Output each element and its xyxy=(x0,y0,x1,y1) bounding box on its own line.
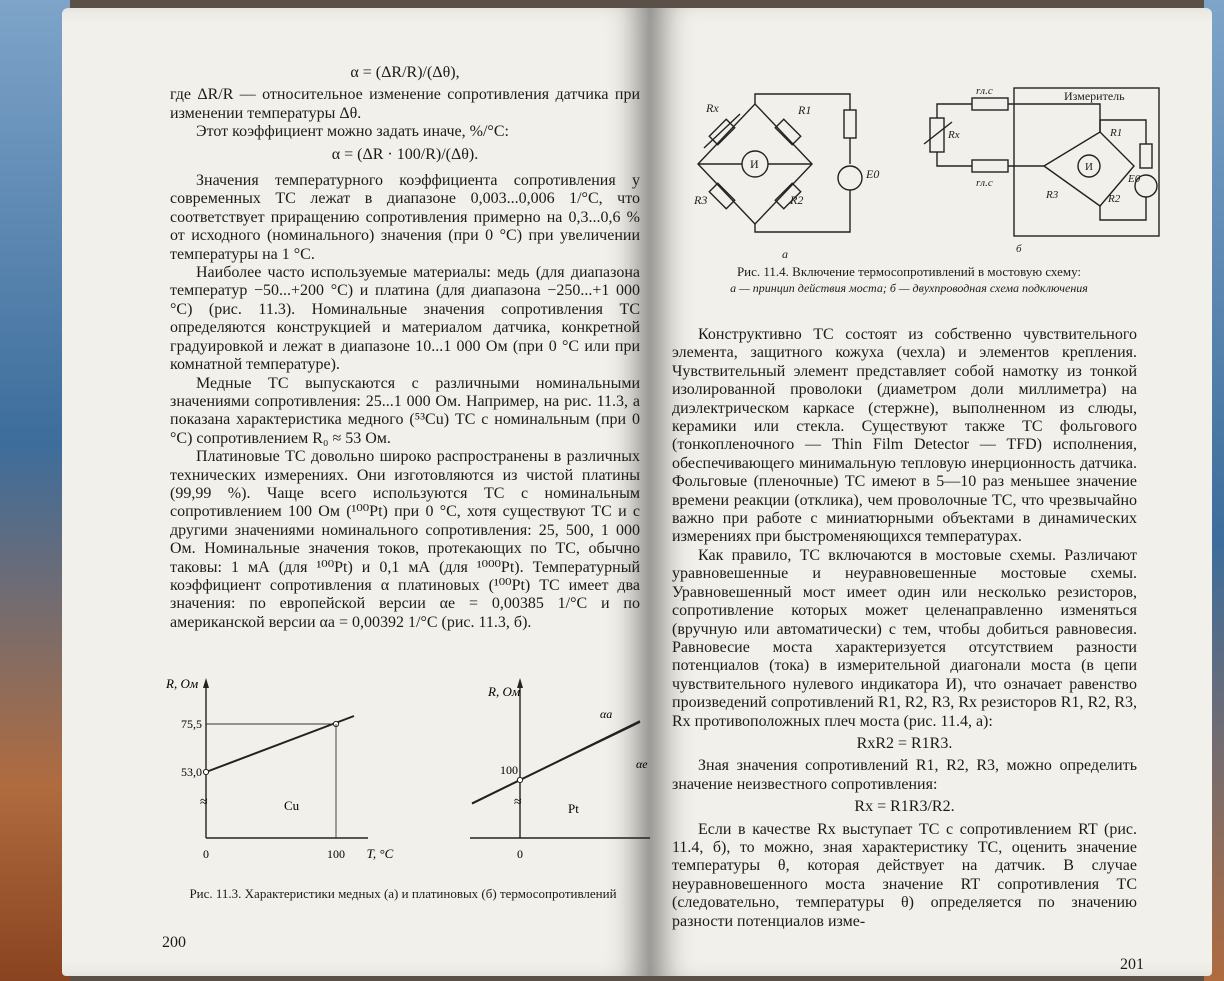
chart-a-y-arrow xyxy=(203,678,209,688)
paragraph: Конструктивно ТС состоят из собственно чувствительного элемента, защитного кожуха (чехла) и элементов крепления. Чувствительный элемент представляет собой намотку из тонкой изолированной проволоки (диаметром доли миллиметра) на диэлектрическом каркасе (стержне), выполненном из слюды, керамики или стекла. Существуют также ТС фольгового (тонкопленочного — Thin Film Detector — TFD) исполнения, обеспечивающего минимальную тепловую инерционность датчика. Фольговые (пленочные) ТС имеют в 5—10 раз меньшее значение времени реакции (отклика), чем проволочные ТС, что чрезвычайно важно при работе с миниатюрными объектами в динамических измерениях при быстроменяющихся температурах. xyxy=(672,326,1137,546)
right-page xyxy=(650,8,1212,976)
figure-11-4 xyxy=(680,74,1170,261)
paragraph: Наиболее часто используемые материалы: медь (для диапазона температур −50...+200 °С) и платина (для диапазона −250...+1 000 °С) (рис. 11.3). Номинальные значения сопротивления ТС определяются конструкцией и материалом датчика, конкретной градуировкой и лежат в диапазоне 10...1 000 Ом (при 0 °С или при комнатной температуре). xyxy=(170,264,640,374)
circuit-b xyxy=(924,88,1159,236)
label-rx-b: Rx xyxy=(948,129,960,141)
figure-11-3-caption: Рис. 11.3. Характеристики медных (а) и платиновых (б) термосопротивлений xyxy=(189,886,617,901)
equation-rx: Rx = R1R3/R2. xyxy=(854,798,955,816)
resistor-r3 xyxy=(709,183,734,208)
label-r2-b: R2 xyxy=(1108,193,1121,205)
sensor-rx xyxy=(930,118,944,152)
equation-alpha-1: α = (ΔR/R)/(Δθ), xyxy=(350,64,460,81)
label-e0: E0 xyxy=(866,167,880,181)
label-r3-b: R3 xyxy=(1046,189,1059,201)
label-r1-b: R1 xyxy=(1110,127,1123,139)
resistor-r1 xyxy=(775,119,800,144)
book-cover-left xyxy=(0,0,70,981)
paragraph: Этот коэффициент можно задать иначе, %/°С: xyxy=(196,123,509,141)
paragraph: Значения температурного коэффициента сопротивления у современных ТС лежат в диапазоне 0,003...0,006 1/°С, что соответствует приращению сопротивления примерно на 0,3...0,6 % от исходного (номинального) значения (при 0 °С) при увеличении температуры на 1 °С. xyxy=(170,172,640,263)
supply-resistor xyxy=(844,110,856,138)
chart-b-y-tick-label: 100 xyxy=(500,763,518,777)
figure-11-3 xyxy=(158,668,648,883)
chart-b-curve-label: Pt xyxy=(568,801,579,816)
variable-resistor-arrow xyxy=(704,114,740,148)
equation-alpha-2: α = (ΔR · 100/R)/(Δθ). xyxy=(331,145,479,163)
paragraph: где ΔR/R — относительное изменение сопротивления датчика при изменении температуры Δθ. xyxy=(170,86,640,122)
chart-a-y-tick-label: 53,0 xyxy=(181,765,202,779)
panel-label-b: б xyxy=(1016,243,1022,255)
label-meter-box: Измеритель xyxy=(1064,89,1125,103)
label-rx: Rx xyxy=(706,101,719,115)
paragraph: Зная значения сопротивлений R1, R2, R3, можно определить значение неизвестного сопротивления: xyxy=(672,757,1137,793)
pt-data-point xyxy=(517,777,522,782)
wire-resistance-2 xyxy=(972,160,1008,172)
right-text-column xyxy=(672,326,1137,931)
equation-balance: RxR2 = R1R3. xyxy=(856,734,953,752)
label-wire-2: rл.с xyxy=(976,177,993,189)
axis-break-mark: ≈ xyxy=(200,795,208,810)
page-number-left: 200 xyxy=(162,934,186,951)
chart-a-series-label: Cu xyxy=(284,798,300,813)
paragraph: Медные ТС выпускаются с различными номинальными значениями сопротивления: 25...1 000 Ом. Например, на рис. 11.3, а показана характеристика медного (⁵³Cu) ТС с номинальным (при 0 °С) сопротивлением R₀ ≈ 53 Ом. xyxy=(170,374,640,447)
line-wire xyxy=(937,104,972,118)
supply-resistor xyxy=(1140,144,1152,168)
chart-b xyxy=(470,678,678,863)
pt-alpha-e-line xyxy=(472,722,640,803)
alpha-e-label: αе xyxy=(636,757,648,771)
line-wire xyxy=(937,152,972,166)
chart-a-ylabel: R, Ом xyxy=(166,676,199,691)
label-meter-b: И xyxy=(1085,161,1093,173)
figure-11-4-caption-sub: а — принцип действия моста; б — двухпроводная схема подключения xyxy=(730,281,1088,295)
page-number-right: 201 xyxy=(1120,956,1144,973)
cu-data-point xyxy=(203,769,208,774)
left-text-column xyxy=(170,60,640,632)
chart-a-xlabel: T, °C xyxy=(366,846,394,861)
label-r2: R2 xyxy=(790,193,804,207)
paragraph: Платиновые ТС довольно широко распространены в различных технических измерениях. Они изготовляются из чистой платины (99,99 %). Чаще всего используются ТС с номинальным сопротивлением 100 Ом (¹⁰⁰Pt) при 0 °С, хотя существуют ТС и с другими значениями номинального сопротивления: 25, 500, 1 000 Ом. Номинальные значения токов, протекающих по ТС, обычно таковы: 1 мА (для ¹⁰⁰Pt) и 0,1 мА (для ¹⁰⁰⁰Pt). Температурный коэффициент сопротивления α платиновых (¹⁰⁰Pt) ТС имеет два значения: по европейской версии αе = 0,00385 1/°С и по американской версии αа = 0,00392 1/°С (рис. 11.3, б). xyxy=(170,448,640,631)
chart-b-ylabel: R, Ом xyxy=(488,684,521,699)
figure-11-4-caption-title: Рис. 11.4. Включение термосопротивлений в мостовую схему: xyxy=(736,264,1082,279)
left-page xyxy=(62,8,650,976)
label-meter: И xyxy=(750,157,759,171)
chart-a-x-tick-label: 100 xyxy=(327,847,345,861)
axis-break-mark: ≈ xyxy=(514,795,522,810)
paragraph: Если в качестве Rx выступает ТС с сопротивлением RT (рис. 11.4, б), то можно, зная характеристику ТС, оценить значение температуры θ, которая действует на датчик. В случае неуравновешенного моста значение RT сопротивления ТС (следовательно, температуры θ) определяется по значению разности потенциалов изме- xyxy=(672,820,1137,930)
alpha-a-label: αа xyxy=(600,707,613,721)
label-r3: R3 xyxy=(694,193,708,207)
source-circle xyxy=(838,166,862,190)
label-e0-b: E0 xyxy=(1128,173,1141,185)
circuit-a xyxy=(698,94,862,232)
paragraph: Как правило, ТС включаются в мостовые схемы. Различают уравновешенные и неуравновешенные мостовые схемы. Уравновешенный мост имеет один или несколько резисторов, сопротивление которых может целенаправленно изменяться (вручную или автоматически) с тем, чтобы добиться равновесия. Равновесие моста характеризуется отсутствием разности потенциалов (тока) в измерительной диагонали моста (в цепи чувствительного нулевого индикатора И), что означает равенство произведений сопротивлений R1, R2, R3, Rx резисторов R1, R2, R3, Rx противоположных плеч моста (рис. 11.4, а): xyxy=(672,546,1137,730)
figure-11-4-caption xyxy=(670,264,1148,296)
supply-wire xyxy=(1100,120,1146,144)
chart-a-x-tick-label: 0 xyxy=(203,847,209,861)
label-r1: R1 xyxy=(798,103,812,117)
chart-a-y-tick-label: 75,5 xyxy=(181,717,202,731)
chart-a xyxy=(165,676,394,861)
panel-label-a: а xyxy=(782,247,788,261)
line-wire xyxy=(1008,104,1100,132)
chart-b-x-tick-label: 0 xyxy=(517,847,523,861)
supply-wire xyxy=(1100,197,1146,220)
wire-resistance-1 xyxy=(972,98,1008,110)
label-wire-1: rл.с xyxy=(976,85,993,97)
